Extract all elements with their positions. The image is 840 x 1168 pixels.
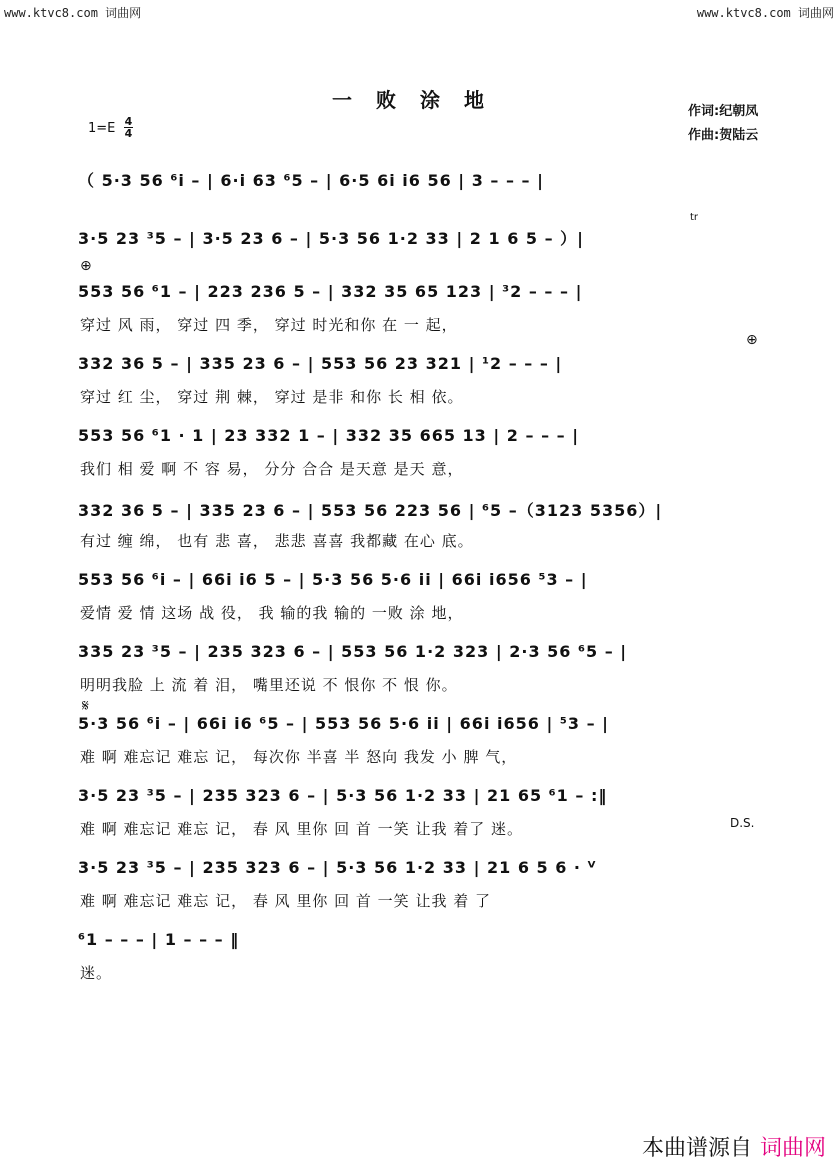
lyric-line: 难 啊 难忘记 难忘 记， 春 风 里你 回 首 一笑 让我 着 了	[80, 892, 491, 910]
footer-site-name: 词曲网	[759, 1136, 826, 1161]
segno-sign: 𝄋	[82, 696, 89, 715]
notation-line: ⁶1 – – – | 1 – – – ‖	[78, 930, 240, 949]
watermark-left: www.ktvc8.com 词曲网	[4, 6, 142, 20]
dal-segno-mark: D.S.	[730, 816, 755, 830]
trill-mark: tr	[690, 212, 699, 223]
lyric-line: 迷。	[80, 964, 113, 982]
meter-bottom: 4	[124, 127, 133, 140]
lyric-line: 明明我脸 上 流 着 泪， 嘴里还说 不 恨你 不 恨 你。	[80, 676, 458, 694]
lyric-line: 有过 缠 绵， 也有 悲 喜， 悲悲 喜喜 我都藏 在心 底。	[80, 532, 474, 550]
notation-line: 335 23 ³5 – | 235 323 6 – | 553 56 1·2 323 | 2·3 56 ⁶5 – |	[78, 642, 628, 661]
lyric-line: 难 啊 难忘记 难忘 记， 春 风 里你 回 首 一笑 让我 着了 迷。	[80, 820, 523, 838]
notation-line: 3·5 23 ³5 – | 235 323 6 – | 5·3 56 1·2 33 | 21 6 5 6 · ⱽ	[78, 858, 597, 877]
lyric-line: 我们 相 爱 啊 不 容 易， 分分 合合 是天意 是天 意，	[80, 460, 464, 478]
time-signature	[124, 116, 133, 139]
lyric-line: 穿过 风 雨， 穿过 四 季， 穿过 时光和你 在 一 起，	[80, 316, 458, 334]
notation-line: 3·5 23 ³5 – | 235 323 6 – | 5·3 56 1·2 33 | 21 65 ⁶1 – :‖	[78, 786, 608, 805]
notation-line: 553 56 ⁶1 · 1 | 23 332 1 – | 332 35 665 13 | 2 – – – |	[78, 426, 580, 445]
segno-start-mark: ⊕	[80, 258, 92, 274]
notation-line: （ 5·3 56 ⁶i – | 6·i 63 ⁶5 – | 6·5 6i i6 56 | 3 – – – |	[78, 171, 544, 190]
composer-credit: 作曲:贺陆云	[688, 128, 759, 143]
notation-line: 3·5 23 ³5 – | 3·5 23 6 – | 5·3 56 1·2 33 | 2 1 6 5 – ）|	[78, 229, 585, 248]
key-signature: 1=E	[88, 121, 116, 136]
notation-line: 553 56 ⁶1 – | 223 236 5 – | 332 35 65 123 | ³2 – – – |	[78, 282, 583, 301]
lyric-line: 难 啊 难忘记 难忘 记， 每次你 半喜 半 怒向 我发 小 脾 气，	[80, 748, 518, 766]
source-footer	[642, 1131, 826, 1162]
lyric-line: 穿过 红 尘， 穿过 荆 棘， 穿过 是非 和你 长 相 依。	[80, 388, 464, 406]
lyricist-credit: 作词:纪朝凤	[688, 104, 759, 119]
lyric-line: 爱情 爱 情 这场 战 役， 我 输的我 输的 一败 涂 地，	[80, 604, 464, 622]
notation-line: 5·3 56 ⁶i – | 66i i6 ⁶5 – | 553 56 5·6 ii | 66i i656 | ⁵3 – |	[78, 714, 609, 733]
watermark-right: www.ktvc8.com 词曲网	[696, 6, 834, 20]
footer-source-text: 本曲谱源自	[641, 1136, 752, 1161]
notation-line: 332 36 5 – | 335 23 6 – | 553 56 23 321 | ¹2 – – – |	[78, 354, 563, 373]
notation-line: 332 36 5 – | 335 23 6 – | 553 56 223 56 | ⁶5 –（3123 5356）|	[78, 501, 663, 520]
song-title: 一败涂地	[332, 88, 508, 112]
meter-top: 4	[124, 115, 133, 128]
notation-line: 553 56 ⁶i – | 66i i6 5 – | 5·3 56 5·6 ii | 66i i656 ⁵3 – |	[78, 570, 588, 589]
segno-end-mark: ⊕	[746, 332, 758, 348]
